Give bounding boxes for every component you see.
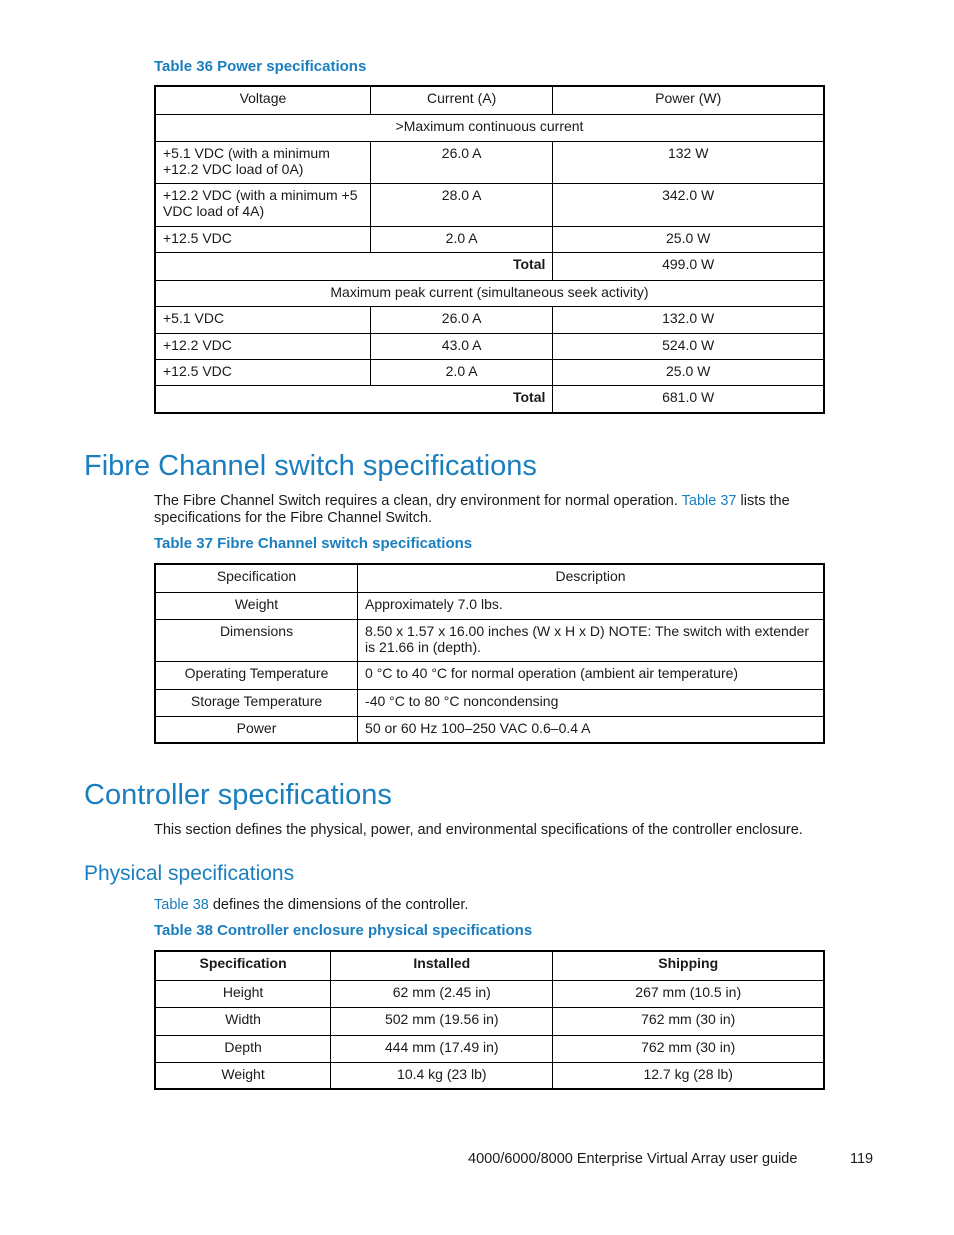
table-row: [155, 226, 824, 252]
table36-cell: 43.0 A: [370, 333, 552, 359]
table36-cell: 25.0 W: [553, 226, 824, 252]
table36-cell: 26.0 A: [370, 306, 552, 333]
table-row: [155, 306, 824, 333]
table-row: [155, 252, 824, 280]
table38-link[interactable]: Table 38: [154, 897, 209, 913]
table38-cell: Width: [155, 1007, 331, 1035]
table38-cell: 762 mm (30 in): [553, 1035, 824, 1062]
table37-link[interactable]: Table 37: [681, 493, 737, 509]
table36-cell: +12.5 VDC: [155, 226, 370, 252]
table38-cell: Height: [155, 980, 331, 1007]
table36-cell: 25.0 W: [553, 359, 824, 385]
table36-total-value: 499.0 W: [553, 252, 824, 280]
table37-cell: Power: [155, 716, 358, 743]
table36-cell: +12.5 VDC: [155, 359, 370, 385]
fc-intro-text-2: lists the: [740, 493, 790, 509]
table37-caption: Table 37 Fibre Channel switch specifications: [154, 535, 473, 552]
table38-cell: 10.4 kg (23 lb): [331, 1062, 553, 1089]
table36-section2-title: Maximum peak current (simultaneous seek activity): [155, 280, 824, 306]
physical-section-heading: Physical specifications: [84, 862, 295, 885]
table38-cell: 12.7 kg (28 lb): [553, 1062, 824, 1089]
fc-switch-spec-table: [154, 563, 825, 744]
table37-header-spec: Specification: [155, 564, 358, 592]
controller-physical-spec-table: [154, 950, 825, 1090]
table-row: [155, 1035, 824, 1062]
table36-cell: 26.0 A: [370, 141, 552, 183]
table36-caption: Table 36 Power specifications: [154, 58, 367, 75]
table36-header-voltage: Voltage: [155, 86, 370, 114]
table-row: [155, 592, 824, 619]
table38-header-shipping: Shipping: [553, 951, 824, 980]
table-row: [155, 385, 824, 413]
table36-header-current: Current (A): [370, 86, 552, 114]
table37-cell: 50 or 60 Hz 100–250 VAC 0.6–0.4 A: [358, 716, 824, 743]
table-row: [155, 359, 824, 385]
fc-section-heading: Fibre Channel switch specifications: [84, 450, 537, 482]
table-row: [155, 183, 824, 226]
table-row: [155, 619, 824, 661]
table37-header-desc: Description: [358, 564, 824, 592]
table37-cell: -40 °C to 80 °C noncondensing: [358, 689, 824, 716]
table-row: [155, 141, 824, 183]
table36-cell: 342.0 W: [553, 183, 824, 226]
table-row: [155, 1007, 824, 1035]
table-row: [155, 980, 824, 1007]
table38-cell: 502 mm (19.56 in): [331, 1007, 553, 1035]
table36-total-label: Total: [155, 385, 553, 413]
table38-header-spec: Specification: [155, 951, 331, 980]
table36-cell: 2.0 A: [370, 359, 552, 385]
table36-cell: +5.1 VDC (with a minimum +12.2 VDC load of 0A): [155, 141, 370, 183]
table38-cell: 762 mm (30 in): [553, 1007, 824, 1035]
controller-section-heading: Controller specifications: [84, 779, 392, 811]
table-row: [155, 333, 824, 359]
table37-cell: Storage Temperature: [155, 689, 358, 716]
table37-cell: 0 °C to 40 °C for normal operation (ambient air temperature): [358, 661, 824, 689]
table37-cell: Weight: [155, 592, 358, 619]
footer-title: 4000/6000/8000 Enterprise Virtual Array user guide: [468, 1151, 798, 1167]
table38-cell: Depth: [155, 1035, 331, 1062]
page-number: 119: [850, 1151, 874, 1167]
table36-cell: 28.0 A: [370, 183, 552, 226]
table36-section1-title: >Maximum continuous current: [155, 114, 824, 141]
table36-cell: 524.0 W: [553, 333, 824, 359]
table36-cell: +12.2 VDC: [155, 333, 370, 359]
table-row: [155, 661, 824, 689]
physical-intro-text: defines the dimensions of the controller.: [212, 897, 469, 913]
table36-cell: +5.1 VDC: [155, 306, 370, 333]
table36-cell: 132 W: [553, 141, 824, 183]
fc-intro-line2: specifications for the Fibre Channel Switch.: [154, 510, 433, 526]
table38-caption: Table 38 Controller enclosure physical specifications: [154, 922, 533, 939]
table37-cell: Dimensions: [155, 619, 358, 661]
table38-header-installed: Installed: [331, 951, 553, 980]
table36-total-label: Total: [155, 252, 553, 280]
table-row: [155, 716, 824, 743]
table36-header-power: Power (W): [553, 86, 824, 114]
fc-intro-text: The Fibre Channel Switch requires a clean, dry environment for normal operation.: [154, 493, 678, 509]
power-spec-table: [154, 85, 825, 414]
table37-cell: Operating Temperature: [155, 661, 358, 689]
table36-cell: 2.0 A: [370, 226, 552, 252]
table37-cell: Approximately 7.0 lbs.: [358, 592, 824, 619]
table36-cell: +12.2 VDC (with a minimum +5 VDC load of 4A): [155, 183, 370, 226]
fc-section-intro: [154, 493, 829, 527]
physical-section-intro: [154, 897, 654, 914]
table-row: [155, 1062, 824, 1089]
table38-cell: 62 mm (2.45 in): [331, 980, 553, 1007]
table36-cell: 132.0 W: [553, 306, 824, 333]
table36-total-value: 681.0 W: [553, 385, 824, 413]
table-row: [155, 689, 824, 716]
table38-cell: Weight: [155, 1062, 331, 1089]
table38-cell: 444 mm (17.49 in): [331, 1035, 553, 1062]
table38-cell: 267 mm (10.5 in): [553, 980, 824, 1007]
controller-section-intro: This section defines the physical, power, and environmental specifications of the controller enclosure.: [154, 822, 803, 838]
table37-cell: 8.50 x 1.57 x 16.00 inches (W x H x D) NOTE: The switch with extender is 21.66 in (depth).: [358, 619, 824, 661]
